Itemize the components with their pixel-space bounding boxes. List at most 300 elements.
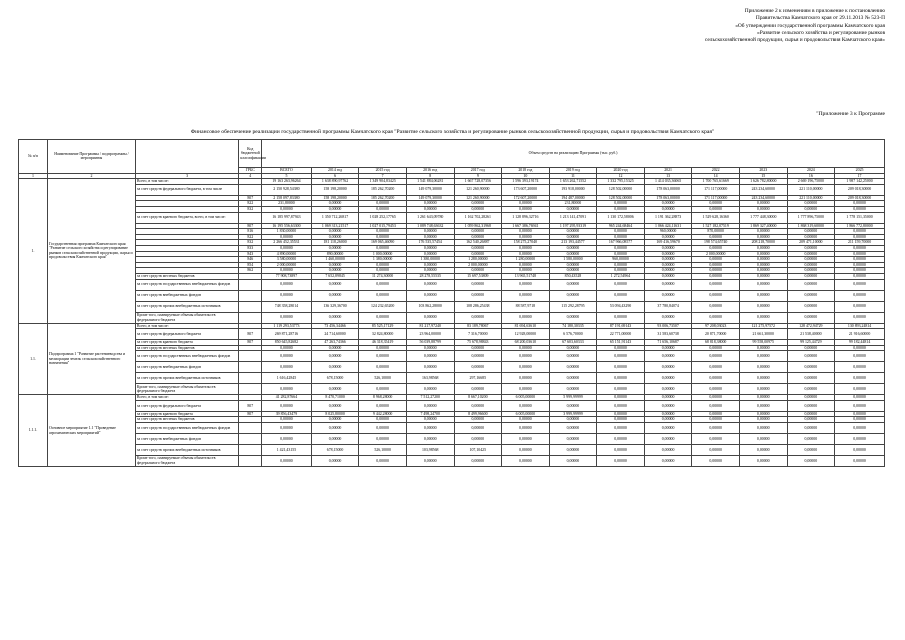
amount-cell: 0,00000 bbox=[835, 434, 885, 445]
amount-cell: 0,00000 bbox=[692, 456, 740, 467]
header-cell: 2016 год bbox=[406, 168, 454, 174]
amount-cell: 0,00000 bbox=[262, 234, 312, 240]
amount-cell: 0,00000 bbox=[406, 201, 454, 207]
amount-cell: 0,00000 bbox=[644, 395, 692, 401]
table-row bbox=[19, 212, 885, 223]
grbs-cell: 854 bbox=[239, 262, 262, 268]
amount-cell: 99 182,44814 bbox=[835, 340, 885, 346]
amount-cell: 2 000,00000 bbox=[262, 262, 312, 268]
amount-cell: 0,00000 bbox=[835, 262, 885, 268]
header-cell: Объем средств на реализацию Программы (тыс. руб.) bbox=[262, 140, 885, 168]
grbs-cell: 807 bbox=[239, 340, 262, 346]
amount-cell: 0,00000 bbox=[835, 384, 885, 395]
amount-cell: 0,00000 bbox=[787, 257, 835, 263]
amount-cell: 0,00000 bbox=[739, 290, 787, 301]
amount-cell: 0,00000 bbox=[502, 445, 550, 456]
amount-cell: 0,00000 bbox=[644, 234, 692, 240]
funding-source-cell: за счет средств внебюджетных фондов bbox=[135, 290, 238, 301]
amount-cell: 2 000,00000 bbox=[692, 251, 740, 257]
table-row bbox=[19, 301, 885, 312]
amount-cell: 0,00000 bbox=[549, 245, 597, 251]
amount-cell: 1 667 386,76941 bbox=[502, 223, 550, 229]
amount-cell: 1 778 151,35000 bbox=[835, 212, 885, 223]
amount-cell: 0,00000 bbox=[692, 351, 740, 362]
amount-cell: 0,00000 bbox=[644, 417, 692, 423]
amount-cell: 19 163 263,96264 bbox=[262, 179, 312, 185]
amount-cell: 0,00000 bbox=[644, 257, 692, 263]
amount-cell: 178 063,00000 bbox=[644, 184, 692, 195]
amount-cell: 1 653 262,71552 bbox=[549, 179, 597, 185]
amount-cell: 0,00000 bbox=[454, 434, 502, 445]
funding-source-cell: Кроме того, планируемые объемы обязательств федерального бюджета bbox=[135, 456, 238, 467]
amount-cell: 211 159,70000 bbox=[835, 240, 885, 246]
amount-cell: 0,00000 bbox=[739, 400, 787, 411]
amount-cell: 0,00000 bbox=[692, 279, 740, 290]
column-number-cell: 3 bbox=[135, 173, 238, 179]
amount-cell: 0,00000 bbox=[739, 279, 787, 290]
amount-cell: 0,00000 bbox=[406, 245, 454, 251]
amount-cell: 169 416,59670 bbox=[644, 240, 692, 246]
amount-cell: 0,00000 bbox=[739, 423, 787, 434]
amount-cell: 0,00000 bbox=[262, 312, 312, 323]
amount-cell: 7 498,24700 bbox=[406, 411, 454, 417]
amount-cell: 0,00000 bbox=[502, 434, 550, 445]
amount-cell: 0,00000 bbox=[406, 351, 454, 362]
amount-cell: 0,00000 bbox=[644, 351, 692, 362]
amount-cell: 0,00000 bbox=[359, 262, 407, 268]
amount-cell: 0,00000 bbox=[692, 345, 740, 351]
amount-cell: 0,00000 bbox=[692, 400, 740, 411]
amount-cell: 1 626 782,80000 bbox=[739, 179, 787, 185]
amount-cell: 0,00000 bbox=[739, 262, 787, 268]
amount-cell: 0,00000 bbox=[692, 434, 740, 445]
grbs-cell: 862 bbox=[239, 268, 262, 274]
document-title: Финансовое обеспечение реализации государственной программы Камчатского края "Развитие сельского хозяйства и регулирование рынков сельскохозяйственной продукции, сырья и продовольствия Камчатского края" bbox=[190, 129, 715, 135]
amount-cell: 198 574,65740 bbox=[692, 240, 740, 246]
amount-cell: 24 714,60000 bbox=[311, 329, 359, 340]
funding-source-cell: за счет средств федерального бюджета bbox=[135, 400, 238, 411]
amount-cell: 0,00000 bbox=[835, 257, 885, 263]
amount-cell: 0,00000 bbox=[739, 445, 787, 456]
amount-cell: 0,00000 bbox=[835, 417, 885, 423]
amount-cell: 0,00000 bbox=[787, 362, 835, 373]
amount-cell: 2 266 452,35531 bbox=[262, 240, 312, 246]
amount-cell: 0,00000 bbox=[406, 206, 454, 212]
header-cell: 2017 год bbox=[454, 168, 502, 174]
amount-cell: 0,00000 bbox=[644, 251, 692, 257]
amount-cell: 0,00000 bbox=[359, 268, 407, 274]
amount-cell: 0,00000 bbox=[787, 423, 835, 434]
amount-cell: 0,00000 bbox=[454, 384, 502, 395]
amount-cell: 0,00000 bbox=[739, 245, 787, 251]
amount-cell: 0,00000 bbox=[835, 273, 885, 279]
amount-cell: 8 968,28000 bbox=[359, 395, 407, 401]
amount-cell: 0,00000 bbox=[359, 417, 407, 423]
header-cell: Наименование Программы / подпрограммы / мероприятия bbox=[47, 140, 135, 174]
amount-cell: 73 456,34466 bbox=[311, 323, 359, 329]
amount-cell: 0,00000 bbox=[835, 229, 885, 235]
amount-cell: 21 916,60000 bbox=[835, 329, 885, 340]
amount-cell: 0,00000 bbox=[406, 400, 454, 411]
amount-cell: 0,00000 bbox=[787, 434, 835, 445]
amount-cell: 0,00000 bbox=[835, 301, 885, 312]
amount-cell: 88 587,9718 bbox=[502, 301, 550, 312]
amount-cell: 0,00000 bbox=[835, 423, 885, 434]
amount-cell: 193 918,00000 bbox=[549, 184, 597, 195]
amount-cell: 209 471,10000 bbox=[787, 240, 835, 246]
amount-cell: 8 025,80000 bbox=[311, 411, 359, 417]
grbs-cell: 807 bbox=[239, 400, 262, 411]
amount-cell: 0,00000 bbox=[549, 251, 597, 257]
amount-cell: 1 700 765,61669 bbox=[692, 179, 740, 185]
amount-cell: 0,00000 bbox=[692, 423, 740, 434]
amount-cell: 0,00000 bbox=[502, 384, 550, 395]
amount-cell: 7 316,70000 bbox=[454, 329, 502, 340]
amount-cell: 0,00000 bbox=[549, 400, 597, 411]
amount-cell: 0,00000 bbox=[311, 312, 359, 323]
amount-cell: 1 580,00000 bbox=[549, 257, 597, 263]
amount-cell: 32 824,80000 bbox=[359, 329, 407, 340]
header-cell: 2023 bbox=[739, 168, 787, 174]
table-row bbox=[19, 400, 885, 411]
amount-cell: 0,00000 bbox=[359, 362, 407, 373]
amount-cell: 0,00000 bbox=[692, 445, 740, 456]
grbs-cell bbox=[239, 290, 262, 301]
amount-cell: 0,00000 bbox=[739, 251, 787, 257]
amount-cell: 1 191 362,28873 bbox=[644, 212, 692, 223]
grbs-cell: 816 bbox=[239, 229, 262, 235]
amount-cell: 162 540,26887 bbox=[454, 240, 502, 246]
amount-cell: 0,00000 bbox=[787, 201, 835, 207]
amount-cell: 0,00000 bbox=[597, 290, 645, 301]
header-cell: ВСЕГО bbox=[262, 168, 312, 174]
amount-cell: 16 185 997,87943 bbox=[262, 212, 312, 223]
amount-cell: 0,00000 bbox=[835, 245, 885, 251]
amount-cell: 1 421,43155 bbox=[262, 445, 312, 456]
funding-source-cell: Всего, в том числе: bbox=[135, 179, 238, 185]
amount-cell: 0,00000 bbox=[787, 251, 835, 257]
amount-cell: 0,00000 bbox=[262, 456, 312, 467]
amount-cell: 0,00000 bbox=[454, 201, 502, 207]
amount-cell: 0,00000 bbox=[454, 245, 502, 251]
amount-cell: 108 286,25438 bbox=[454, 301, 502, 312]
amount-cell: 158 275,27040 bbox=[502, 240, 550, 246]
amount-cell: 0,00000 bbox=[454, 362, 502, 373]
amount-cell: 0,00000 bbox=[597, 395, 645, 401]
amount-cell: 0,00000 bbox=[739, 362, 787, 373]
amount-cell: 22 771,00000 bbox=[597, 329, 645, 340]
amount-cell: 0,00000 bbox=[787, 268, 835, 274]
funding-source-cell: за счет средств местных бюджетов bbox=[135, 345, 238, 351]
amount-cell: 0,00000 bbox=[597, 251, 645, 257]
amount-cell: 8 499,96600 bbox=[454, 411, 502, 417]
amount-cell: 11 274,30000 bbox=[359, 273, 407, 279]
amount-cell: 0,00000 bbox=[454, 268, 502, 274]
grbs-cell bbox=[239, 279, 262, 290]
amount-cell: 136 329,36700 bbox=[311, 301, 359, 312]
grbs-cell: 833 bbox=[239, 245, 262, 251]
amount-cell: 0,00000 bbox=[835, 362, 885, 373]
amount-cell: 56 039,88799 bbox=[406, 340, 454, 346]
amount-cell: 0,00000 bbox=[787, 206, 835, 212]
amount-cell: 194 487,00000 bbox=[549, 195, 597, 201]
amount-cell: 0,00000 bbox=[502, 262, 550, 268]
amount-cell: 0,00000 bbox=[549, 229, 597, 235]
amount-cell: 0,00000 bbox=[549, 262, 597, 268]
amount-cell: 0,00000 bbox=[454, 206, 502, 212]
amount-cell: 0,00000 bbox=[692, 245, 740, 251]
amount-cell: 0,00000 bbox=[502, 312, 550, 323]
amount-cell: 0,00000 bbox=[644, 345, 692, 351]
amount-cell: 0,00000 bbox=[644, 206, 692, 212]
amount-cell: 0,00000 bbox=[502, 423, 550, 434]
amount-cell: 0,00000 bbox=[359, 206, 407, 212]
amount-cell: 0,00000 bbox=[739, 229, 787, 235]
amount-cell: 0,00000 bbox=[739, 345, 787, 351]
amount-cell: 0,00000 bbox=[692, 395, 740, 401]
amount-cell: 0,00000 bbox=[835, 345, 885, 351]
amount-cell: 1 066 424,11631 bbox=[644, 223, 692, 229]
amount-cell: 243 234,60000 bbox=[739, 195, 787, 201]
amount-cell: 0,00000 bbox=[549, 456, 597, 467]
amount-cell: 0,00000 bbox=[311, 423, 359, 434]
row-number-cell: 1. bbox=[19, 179, 48, 323]
amount-cell: 124 232,65200 bbox=[359, 301, 407, 312]
funding-source-cell: Всего, в том числе: bbox=[135, 323, 238, 329]
amount-cell: 0,00000 bbox=[359, 290, 407, 301]
amount-cell: 1 089 748,63632 bbox=[406, 223, 454, 229]
table-row bbox=[19, 184, 885, 195]
amount-cell: 1 866 772,80000 bbox=[835, 223, 885, 229]
amount-cell: 1 987 142,25000 bbox=[835, 179, 885, 185]
amount-cell: 1 130 172,58006 bbox=[597, 212, 645, 223]
amount-cell: 0,00000 bbox=[262, 206, 312, 212]
amount-cell: 1 349 904,83425 bbox=[359, 179, 407, 185]
amount-cell: 0,00000 bbox=[692, 262, 740, 268]
grbs-cell: 807 bbox=[239, 195, 262, 201]
header-line: Правительства Камчатского края от 29.11.2013 № 523-П bbox=[755, 15, 885, 22]
amount-cell: 0,00000 bbox=[359, 423, 407, 434]
amount-cell: 41 282,87664 bbox=[262, 395, 312, 401]
amount-cell: 208 218,70000 bbox=[739, 240, 787, 246]
amount-cell: 1 596 393,19174 bbox=[502, 179, 550, 185]
amount-cell: 0,00000 bbox=[549, 445, 597, 456]
amount-cell: 31 583,60738 bbox=[644, 329, 692, 340]
amount-cell: 0,00000 bbox=[787, 262, 835, 268]
header-cell: Код бюджетной классификации bbox=[239, 140, 262, 168]
grbs-cell bbox=[239, 184, 262, 195]
amount-cell: 0,00000 bbox=[739, 273, 787, 279]
funding-source-cell: за счет средств краевого бюджета bbox=[135, 340, 238, 346]
amount-cell: 0,00000 bbox=[692, 384, 740, 395]
amount-cell: 0,00000 bbox=[454, 312, 502, 323]
amount-cell: 0,00000 bbox=[739, 411, 787, 417]
amount-cell: 0,00000 bbox=[359, 434, 407, 445]
amount-cell: 0,00000 bbox=[644, 384, 692, 395]
grbs-cell: 843 bbox=[239, 251, 262, 257]
amount-cell: 0,00000 bbox=[597, 262, 645, 268]
amount-cell: 0,00000 bbox=[739, 351, 787, 362]
amount-cell: 0,00000 bbox=[787, 373, 835, 384]
grbs-cell: 846 bbox=[239, 257, 262, 263]
amount-cell: 0,00000 bbox=[835, 400, 885, 411]
header-cell: ГРБС bbox=[239, 168, 262, 174]
amount-cell: 0,00000 bbox=[502, 373, 550, 384]
amount-cell: 526,10000 bbox=[359, 445, 407, 456]
amount-cell: 0,00000 bbox=[359, 345, 407, 351]
amount-cell: 2 000,00000 bbox=[454, 262, 502, 268]
amount-cell: 0,00000 bbox=[597, 445, 645, 456]
amount-cell: 0,00000 bbox=[787, 301, 835, 312]
amount-cell: 128 502,00000 bbox=[597, 195, 645, 201]
amount-cell: 0,00000 bbox=[692, 268, 740, 274]
amount-cell: 0,00000 bbox=[406, 229, 454, 235]
amount-cell: 13 965,51748 bbox=[502, 273, 550, 279]
column-number-cell: 13 bbox=[644, 173, 692, 179]
amount-cell: 0,00000 bbox=[549, 434, 597, 445]
amount-cell: 0,00000 bbox=[597, 417, 645, 423]
column-number-cell: 16 bbox=[787, 173, 835, 179]
amount-cell: 0,00000 bbox=[311, 456, 359, 467]
grbs-cell: 807 bbox=[239, 329, 262, 340]
amount-cell: 0,00000 bbox=[262, 290, 312, 301]
amount-cell: 0,00000 bbox=[549, 373, 597, 384]
amount-cell: 0,00000 bbox=[644, 268, 692, 274]
amount-cell: 0,00000 bbox=[739, 201, 787, 207]
amount-cell: 0,00000 bbox=[359, 245, 407, 251]
amount-cell: 0,00000 bbox=[644, 201, 692, 207]
amount-cell: 97 208,03023 bbox=[692, 323, 740, 329]
amount-cell: 231,80000 bbox=[262, 201, 312, 207]
amount-cell: 0,00000 bbox=[311, 290, 359, 301]
amount-cell: 0,00000 bbox=[692, 201, 740, 207]
grbs-cell bbox=[239, 456, 262, 467]
amount-cell: 0,00000 bbox=[644, 312, 692, 323]
column-number-cell: 2 bbox=[47, 173, 135, 179]
amount-cell: 0,00000 bbox=[597, 434, 645, 445]
header-cell: 2022 bbox=[692, 168, 740, 174]
header-cell bbox=[135, 140, 238, 174]
amount-cell: 0,00000 bbox=[739, 395, 787, 401]
amount-cell: 39 856,43479 bbox=[262, 411, 312, 417]
amount-cell: 0,00000 bbox=[739, 434, 787, 445]
amount-cell: 0,00000 bbox=[549, 312, 597, 323]
amount-cell: 185 262,70200 bbox=[359, 184, 407, 195]
amount-cell: 68 818,38000 bbox=[692, 340, 740, 346]
amount-cell: 0,00000 bbox=[739, 312, 787, 323]
amount-cell: 21 661,30000 bbox=[739, 329, 787, 340]
amount-cell: 0,00000 bbox=[787, 290, 835, 301]
amount-cell: 0,00000 bbox=[406, 251, 454, 257]
amount-cell: 0,00000 bbox=[359, 351, 407, 362]
amount-cell: 0,00000 bbox=[262, 351, 312, 362]
amount-cell: 0,00000 bbox=[502, 251, 550, 257]
amount-cell: 0,00000 bbox=[835, 351, 885, 362]
header-line: «Развитие сельского хозяйства и регулирование рынков bbox=[757, 29, 885, 36]
amount-cell: 1 261 643,09780 bbox=[406, 212, 454, 223]
amount-cell: 0,00000 bbox=[835, 290, 885, 301]
header-cell: 2019 год bbox=[549, 168, 597, 174]
table-row bbox=[19, 423, 885, 434]
column-number-cell: 12 bbox=[597, 173, 645, 179]
funding-source-cell: Кроме того, планируемые объемы обязательств федерального бюджета bbox=[135, 312, 238, 323]
column-number-cell: 14 bbox=[692, 173, 740, 179]
amount-cell: 121 260,90000 bbox=[454, 184, 502, 195]
amount-cell: 121 275,97572 bbox=[739, 323, 787, 329]
amount-cell: 77 908,73897 bbox=[262, 273, 312, 279]
funding-source-cell: за счет средств федерального бюджета bbox=[135, 329, 238, 340]
amount-cell: 1 667 728,07356 bbox=[454, 179, 502, 185]
amount-cell: 0,00000 bbox=[311, 434, 359, 445]
amount-cell: 960,00000 bbox=[597, 257, 645, 263]
amount-cell: 1 272,54964 bbox=[597, 273, 645, 279]
amount-cell: 0,00000 bbox=[502, 400, 550, 411]
amount-cell: 0,00000 bbox=[502, 206, 550, 212]
funding-source-cell: Всего, в том числе: bbox=[135, 395, 238, 401]
amount-cell: 0,00000 bbox=[549, 417, 597, 423]
amount-cell: 65 151,91143 bbox=[597, 340, 645, 346]
column-number-cell: 4 bbox=[239, 173, 262, 179]
amount-cell: 0,00000 bbox=[311, 279, 359, 290]
amount-cell: 0,00000 bbox=[787, 273, 835, 279]
amount-cell: 0,00000 bbox=[406, 279, 454, 290]
amount-cell: 0,00000 bbox=[597, 373, 645, 384]
column-number-cell: 1 bbox=[19, 173, 48, 179]
header-cell: 2021 bbox=[644, 168, 692, 174]
amount-cell: 0,00000 bbox=[644, 400, 692, 411]
amount-cell: 53 094,43290 bbox=[597, 301, 645, 312]
amount-cell: 0,00000 bbox=[597, 411, 645, 417]
amount-cell: 7 652,89845 bbox=[311, 273, 359, 279]
amount-cell: 0,00000 bbox=[549, 279, 597, 290]
amount-cell: 1 028 252,17765 bbox=[359, 212, 407, 223]
funding-table bbox=[18, 139, 885, 467]
amount-cell: 163,98568 bbox=[406, 373, 454, 384]
table-header-row bbox=[19, 140, 885, 168]
amount-cell: 0,00000 bbox=[549, 423, 597, 434]
amount-cell: 1 280,00000 bbox=[454, 257, 502, 263]
amount-cell: 0,00000 bbox=[502, 351, 550, 362]
amount-cell: 1 128 896,32716 bbox=[502, 212, 550, 223]
amount-cell: 0,00000 bbox=[644, 445, 692, 456]
amount-cell: 0,00000 bbox=[502, 234, 550, 240]
funding-source-cell: за счет средств прочих внебюджетных источников bbox=[135, 301, 238, 312]
amount-cell: 20 871,70000 bbox=[692, 329, 740, 340]
amount-cell: 6 576,70000 bbox=[549, 329, 597, 340]
grbs-cell bbox=[239, 212, 262, 223]
amount-cell: 0,00000 bbox=[787, 245, 835, 251]
funding-source-cell: за счет средств внебюджетных фондов bbox=[135, 434, 238, 445]
amount-cell: 0,00000 bbox=[406, 268, 454, 274]
amount-cell: 75 678,98843 bbox=[454, 340, 502, 346]
grbs-cell bbox=[239, 312, 262, 323]
table-row bbox=[19, 279, 885, 290]
amount-cell: 0,00000 bbox=[262, 400, 312, 411]
amount-cell: 0,00000 bbox=[739, 417, 787, 423]
amount-cell: 0,00000 bbox=[262, 362, 312, 373]
column-number-cell: 11 bbox=[549, 173, 597, 179]
grbs-cell bbox=[239, 351, 262, 362]
table-row bbox=[19, 329, 885, 340]
amount-cell: 0,00000 bbox=[644, 434, 692, 445]
amount-cell: 1 213 141,47091 bbox=[549, 212, 597, 223]
amount-cell: 128 502,00000 bbox=[597, 184, 645, 195]
funding-source-cell: за счет средств местных бюджетов bbox=[135, 273, 238, 279]
amount-cell: 0,00000 bbox=[311, 234, 359, 240]
amount-cell: 0,00000 bbox=[311, 262, 359, 268]
grbs-cell: 822 bbox=[239, 201, 262, 207]
amount-cell: 0,00000 bbox=[406, 423, 454, 434]
